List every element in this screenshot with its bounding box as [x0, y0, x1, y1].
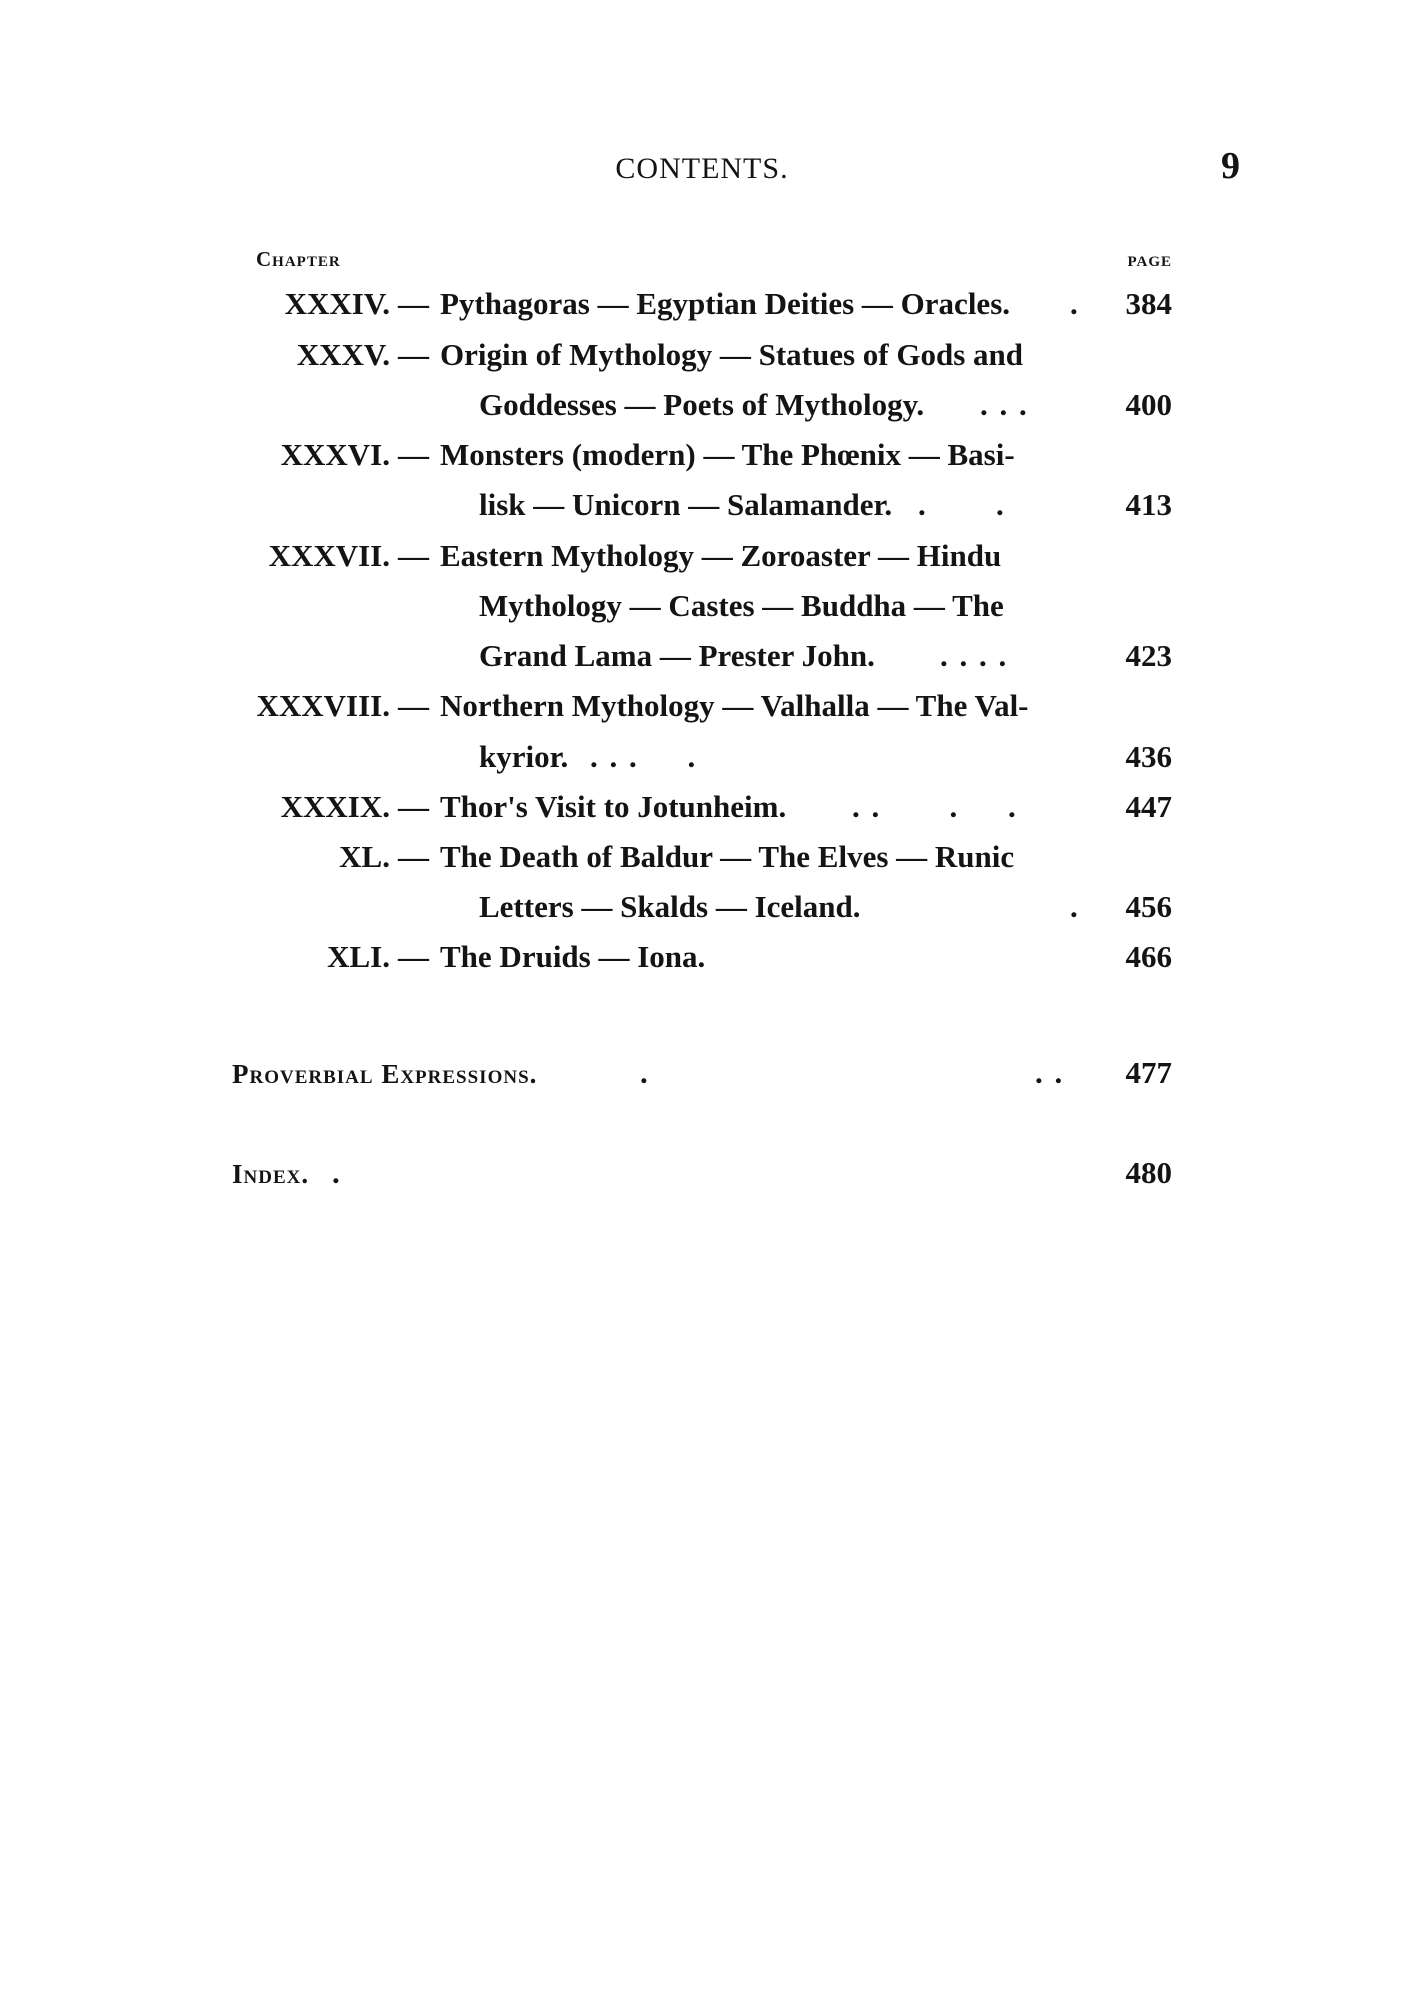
leader-dots: . . . — [980, 387, 1029, 422]
chapter-numeral: XXXVI. — [280, 437, 390, 472]
page-ref: 456 — [1125, 889, 1172, 924]
leader-dots: . . — [1035, 1055, 1065, 1090]
chapter-title-line: Mythology — Castes — Buddha — The — [479, 588, 1004, 623]
chapter-title-line: Monsters (modern) — The Phœnix — Basi- — [440, 437, 1015, 472]
leader-dots: . . . . — [940, 638, 1009, 673]
chapter-dash: — — [398, 538, 429, 573]
page-ref: 413 — [1125, 487, 1172, 522]
chapter-title-line: Grand Lama — Prester John. — [479, 638, 875, 673]
page-ref: 436 — [1125, 739, 1172, 774]
chapter-numeral: XXXIV. — [284, 286, 390, 321]
page-ref: 480 — [1125, 1155, 1172, 1190]
index-label: Index. — [232, 1159, 310, 1189]
toc-entry-continuation — [0, 387, 1404, 437]
toc-entry-continuation — [0, 487, 1404, 537]
chapter-numeral: XXXIX. — [280, 789, 390, 824]
page-number: 9 — [1221, 145, 1240, 187]
chapter-numeral: XXXV. — [296, 337, 390, 372]
column-heading-page: page — [1127, 247, 1172, 271]
chapter-title-line: lisk — Unicorn — Salamander. — [479, 487, 893, 522]
leader-dots: . — [1070, 286, 1080, 321]
toc-entry — [0, 538, 1404, 588]
toc-entry-continuation — [0, 588, 1404, 638]
chapter-dash: — — [398, 337, 429, 372]
chapter-title-line: Goddesses — Poets of Mythology. — [479, 387, 925, 422]
chapter-title-line: Thor's Visit to Jotunheim. — [440, 789, 787, 824]
toc-entry — [0, 789, 1404, 839]
chapter-dash: — — [398, 437, 429, 472]
page-ref: 384 — [1125, 286, 1172, 321]
chapter-title-line: Eastern Mythology — Zoroaster — Hindu — [440, 538, 1002, 573]
toc-entry — [0, 337, 1404, 387]
chapter-dash: — — [398, 939, 429, 974]
toc-entry — [0, 839, 1404, 889]
chapter-title-line: kyrior. — [479, 739, 569, 774]
chapter-dash: — — [398, 688, 429, 723]
toc-entry-continuation — [0, 638, 1404, 688]
toc-entry — [0, 688, 1404, 738]
leader-dots: . . . . — [852, 789, 1018, 824]
page-ref: 447 — [1125, 789, 1172, 824]
leader-dots: . — [640, 1055, 650, 1090]
chapter-title-line: Letters — Skalds — Iceland. — [479, 889, 861, 924]
toc-entry — [0, 939, 1404, 989]
leader-dots: . . . . — [590, 739, 698, 774]
chapter-numeral: XXXVIII. — [256, 688, 390, 723]
chapter-title-line: The Death of Baldur — The Elves — Runic — [440, 839, 1015, 874]
leader-dots: . . — [918, 487, 1006, 522]
chapter-dash: — — [398, 286, 429, 321]
toc-entry — [0, 286, 1404, 336]
chapter-numeral: XL. — [339, 839, 390, 874]
chapter-title-line: Origin of Mythology — Statues of Gods and — [440, 337, 1024, 372]
column-heading-chapter: Chapter — [256, 247, 341, 271]
page-ref: 477 — [1125, 1055, 1172, 1090]
chapter-title-line: Pythagoras — Egyptian Deities — Oracles. — [440, 286, 1011, 321]
chapter-dash: — — [398, 789, 429, 824]
toc-entry-continuation — [0, 889, 1404, 939]
leader-dots: . — [1070, 889, 1080, 924]
chapter-numeral: XXXVII. — [268, 538, 390, 573]
chapter-title-line: The Druids — Iona. — [440, 939, 706, 974]
chapter-dash: — — [398, 839, 429, 874]
page-ref: 423 — [1125, 638, 1172, 673]
toc-entry-continuation — [0, 739, 1404, 789]
toc-entry — [0, 437, 1404, 487]
chapter-numeral: XLI. — [327, 939, 390, 974]
running-title: CONTENTS. — [615, 152, 789, 185]
toc-entry-index — [0, 1155, 1404, 1205]
chapter-title-line: Northern Mythology — Valhalla — The Val- — [440, 688, 1029, 723]
proverbial-label: Proverbial Expressions. — [232, 1059, 538, 1089]
toc-entry-proverbial — [0, 1055, 1404, 1105]
leader-dots: . — [332, 1155, 342, 1190]
page-ref: 466 — [1125, 939, 1172, 974]
page-ref: 400 — [1125, 387, 1172, 422]
